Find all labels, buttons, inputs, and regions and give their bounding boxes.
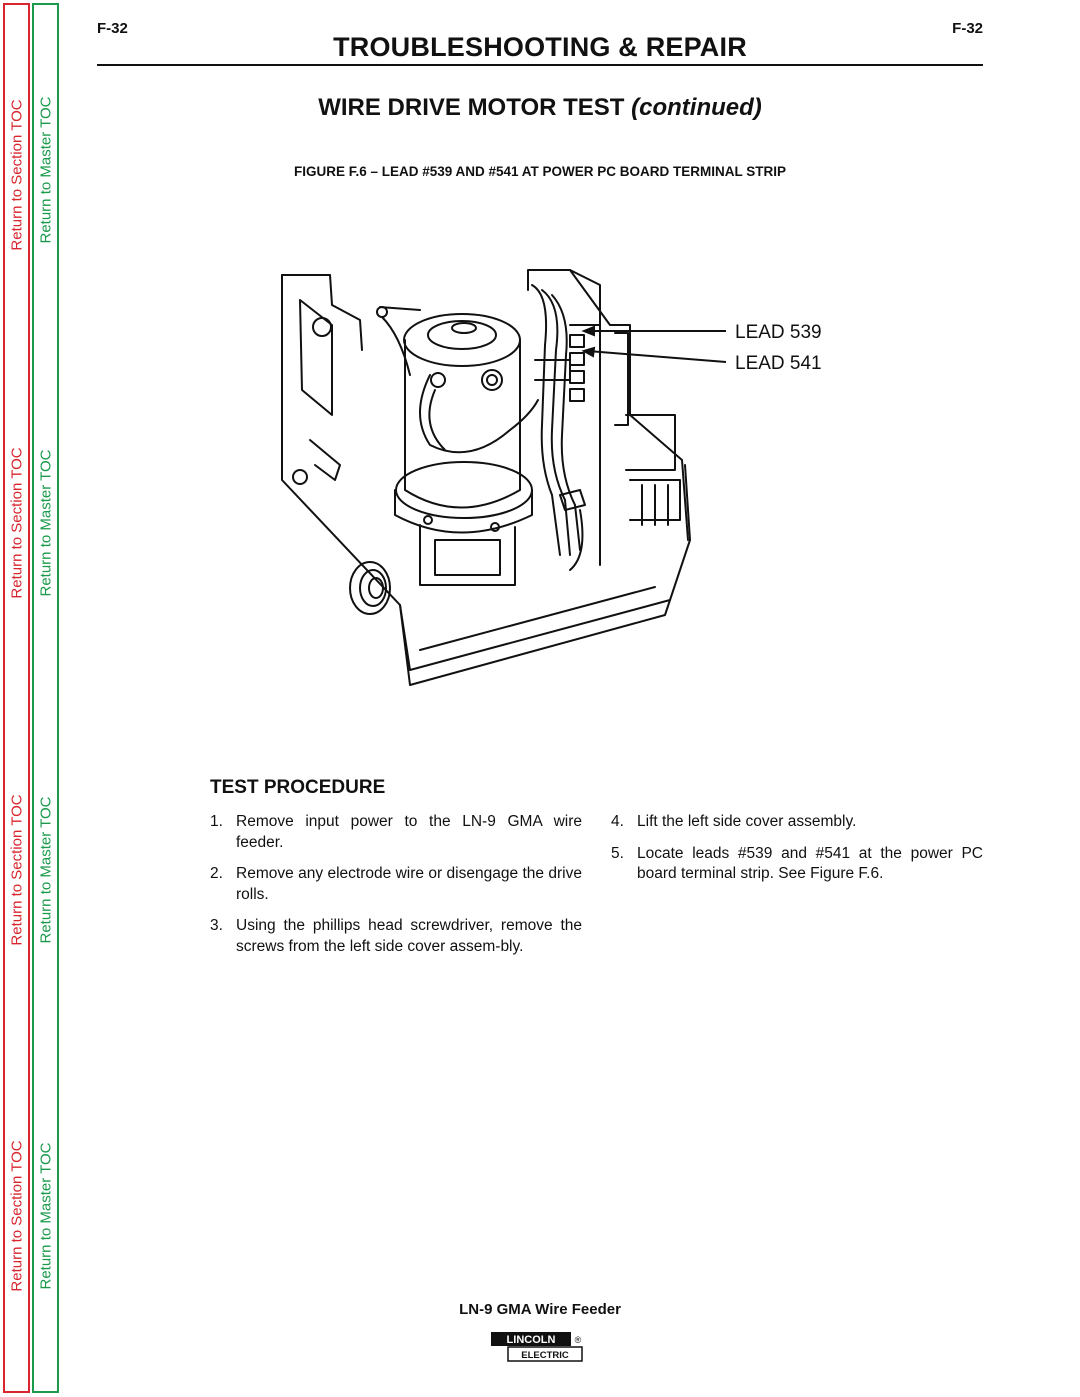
procedure-step [210,864,582,905]
lincoln-electric-logo [490,1331,584,1363]
return-to-master-toc-link[interactable]: Return to Master TOC [37,449,54,597]
procedure-step [210,916,582,957]
return-to-section-toc-link[interactable]: Return to Section TOC [8,99,25,251]
logo-text-top: LINCOLN [506,1334,556,1346]
title-divider [97,64,983,66]
figure-caption: FIGURE F.6 – LEAD #539 AND #541 AT POWER PC BOARD TERMINAL STRIP [293,164,787,179]
section-title [97,94,983,122]
procedure-step [210,812,582,853]
procedure-column-right [611,812,983,896]
lead-541-label: LEAD 541 [735,353,822,374]
return-to-master-toc-link[interactable]: Return to Master TOC [37,1142,54,1290]
step-text: Using the phillips head screwdriver, remove the screws from the left side cover assem-bly. [236,917,582,955]
return-to-master-toc-link[interactable]: Return to Master TOC [37,96,54,244]
lead-539-label: LEAD 539 [735,322,822,343]
step-text: Remove any electrode wire or disengage the drive rolls. [236,865,582,903]
step-number: 5. [611,844,624,862]
step-number: 2. [210,865,223,882]
page-title: TROUBLESHOOTING & REPAIR [333,32,747,62]
return-to-section-toc-link[interactable]: Return to Section TOC [8,447,25,599]
return-to-section-toc-link[interactable]: Return to Section TOC [8,794,25,946]
logo-registered-mark: ® [574,1335,582,1345]
section-title-continued: (continued) [631,94,762,121]
step-text: Lift the left side cover assembly. [637,813,857,830]
product-name: LN-9 GMA Wire Feeder [459,1301,621,1318]
return-to-section-toc-link[interactable]: Return to Section TOC [8,1140,25,1292]
procedure-step [611,844,983,885]
page-number-right: F-32 [952,20,983,37]
procedure-step [611,812,983,833]
section-title-main: WIRE DRIVE MOTOR TEST [318,94,625,121]
step-number: 1. [210,813,223,830]
return-to-master-toc-link[interactable]: Return to Master TOC [37,796,54,944]
procedure-column-left [210,812,582,968]
section-toc-bar [3,3,30,1393]
logo-text-bottom: ELECTRIC [521,1350,569,1361]
master-toc-bar [32,3,59,1393]
step-number: 4. [611,813,624,830]
page-number-left: F-32 [97,20,128,37]
step-text: Remove input power to the LN-9 GMA wire feeder. [236,813,582,851]
step-text: Locate leads #539 and #541 at the power PC board terminal strip. See Figure F.6. [637,844,983,882]
step-number: 3. [210,917,223,934]
test-procedure-heading: TEST PROCEDURE [210,777,386,798]
